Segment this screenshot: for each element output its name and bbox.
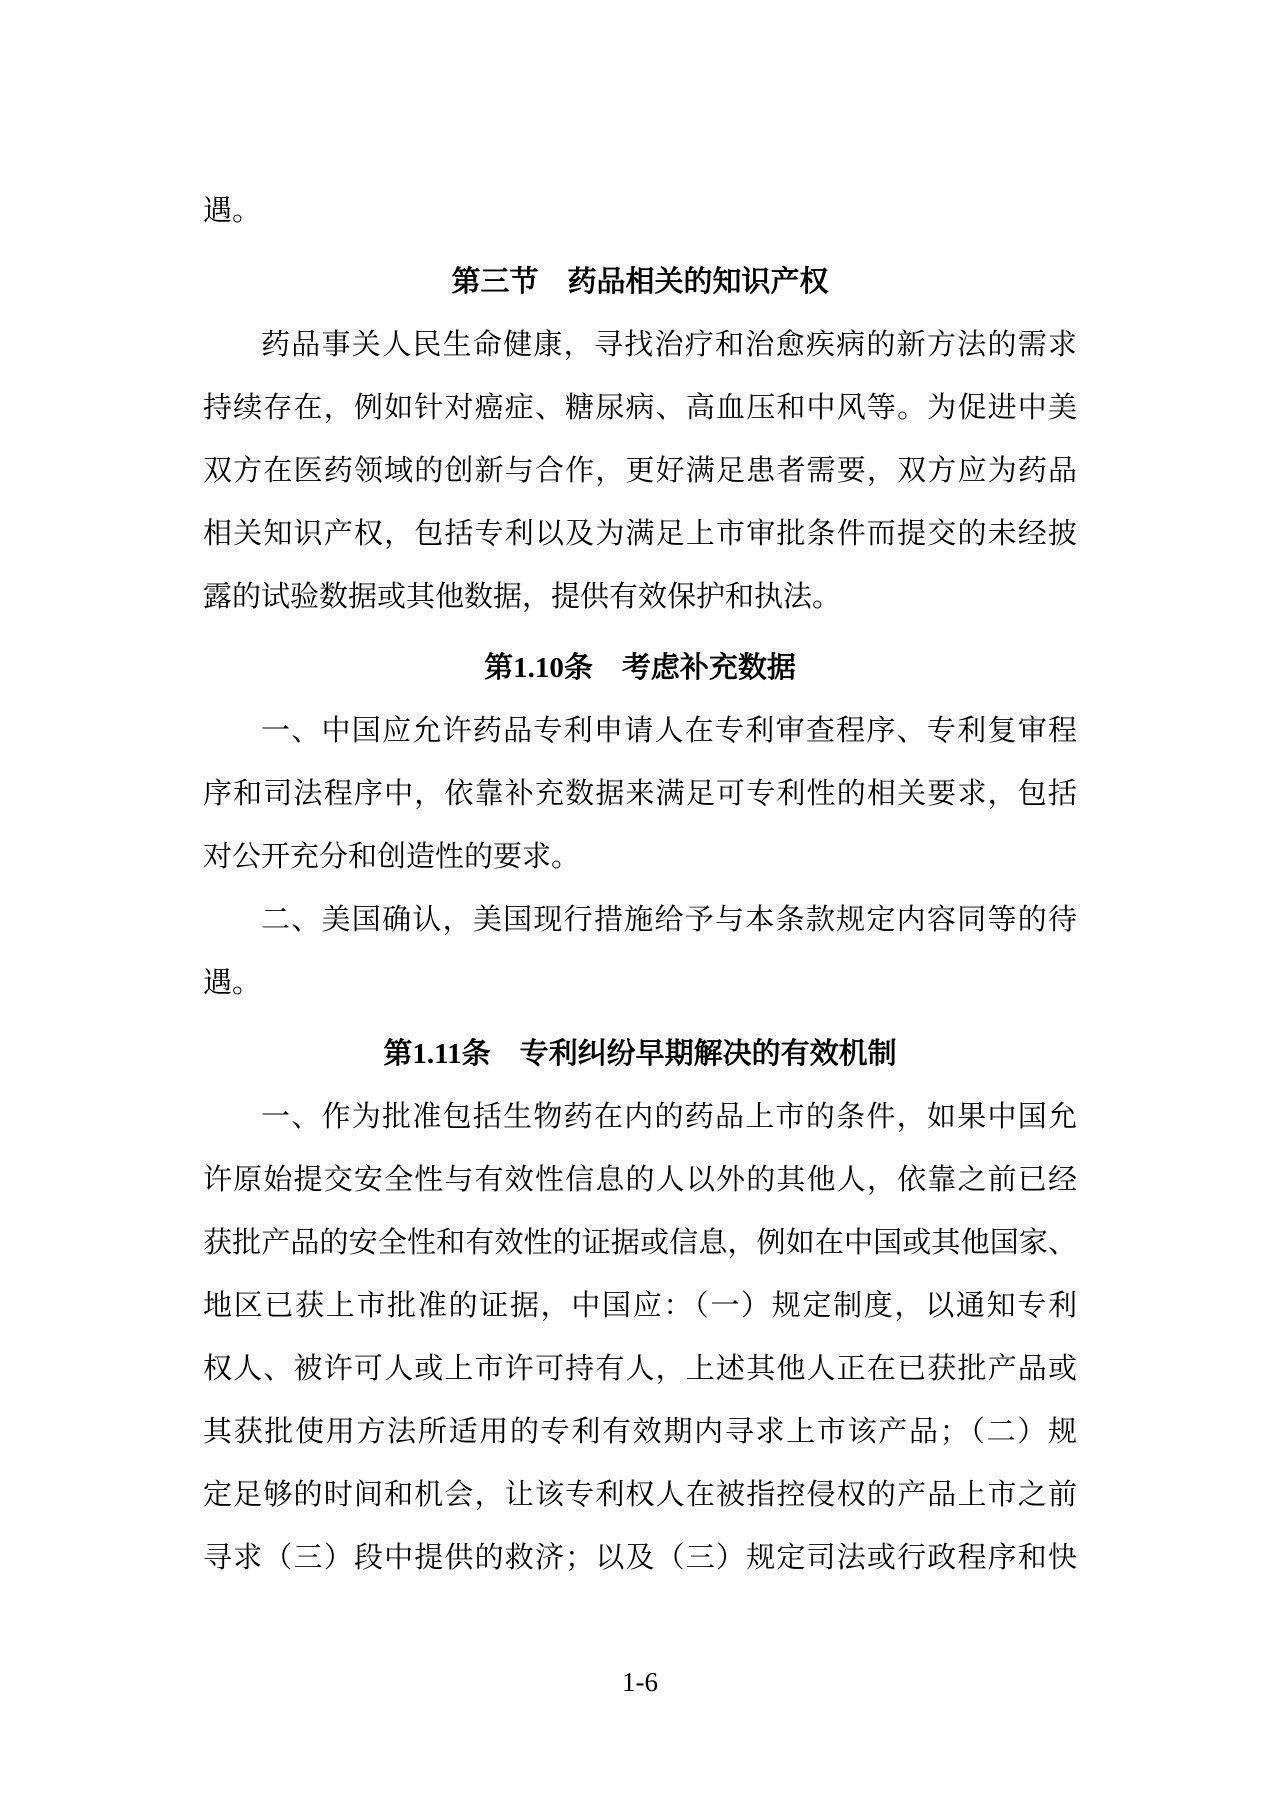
text-line: 地区已获上市批准的证据，中国应：（一）规定制度，以通知专利 xyxy=(203,1290,1077,1322)
text-line: 对公开充分和创造性的要求。 xyxy=(203,841,581,873)
text-line: 获批产品的安全性和有效性的证据或信息，例如在中国或其他国家、 xyxy=(203,1227,1077,1259)
text-line: 遇。 xyxy=(203,195,262,227)
article-heading: 第1.10条 考虑补充数据 xyxy=(484,652,796,684)
text-line: 露的试验数据或其他数据，提供有效保护和执法。 xyxy=(203,581,842,613)
text-line: 寻求（三）段中提供的救济；以及（三）规定司法或行政程序和快 xyxy=(203,1542,1077,1574)
text-line: 一、中国应允许药品专利申请人在专利审查程序、专利复审程 xyxy=(261,715,1077,747)
text-line: 权人、被许可人或上市许可持有人，上述其他人正在已获批产品或 xyxy=(203,1353,1077,1385)
text-line: 一、作为批准包括生物药在内的药品上市的条件，如果中国允 xyxy=(261,1101,1077,1133)
text-line: 药品事关人民生命健康，寻找治疗和治愈疾病的新方法的需求 xyxy=(261,329,1077,361)
text-line: 许原始提交安全性与有效性信息的人以外的其他人，依靠之前已经 xyxy=(203,1164,1077,1196)
text-line: 双方在医药领域的创新与合作，更好满足患者需要，双方应为药品 xyxy=(203,455,1077,487)
text-line: 定足够的时间和机会，让该专利权人在被指控侵权的产品上市之前 xyxy=(203,1479,1077,1511)
section-heading: 第三节 药品相关的知识产权 xyxy=(451,266,829,298)
document-body xyxy=(203,180,1077,1590)
text-line: 持续存在，例如针对癌症、糖尿病、高血压和中风等。为促进中美 xyxy=(203,392,1077,424)
text-line: 二、美国确认，美国现行措施给予与本条款规定内容同等的待 xyxy=(261,904,1077,936)
text-line: 相关知识产权，包括专利以及为满足上市审批条件而提交的未经披 xyxy=(203,518,1077,550)
text-line: 遇。 xyxy=(203,967,262,999)
page-number: 1-6 xyxy=(622,1667,658,1697)
text-line: 其获批使用方法所适用的专利有效期内寻求上市该产品；（二）规 xyxy=(203,1416,1077,1448)
article-heading: 第1.11条 专利纠纷早期解决的有效机制 xyxy=(383,1038,897,1070)
text-line: 序和司法程序中，依靠补充数据来满足可专利性的相关要求，包括 xyxy=(203,778,1077,810)
